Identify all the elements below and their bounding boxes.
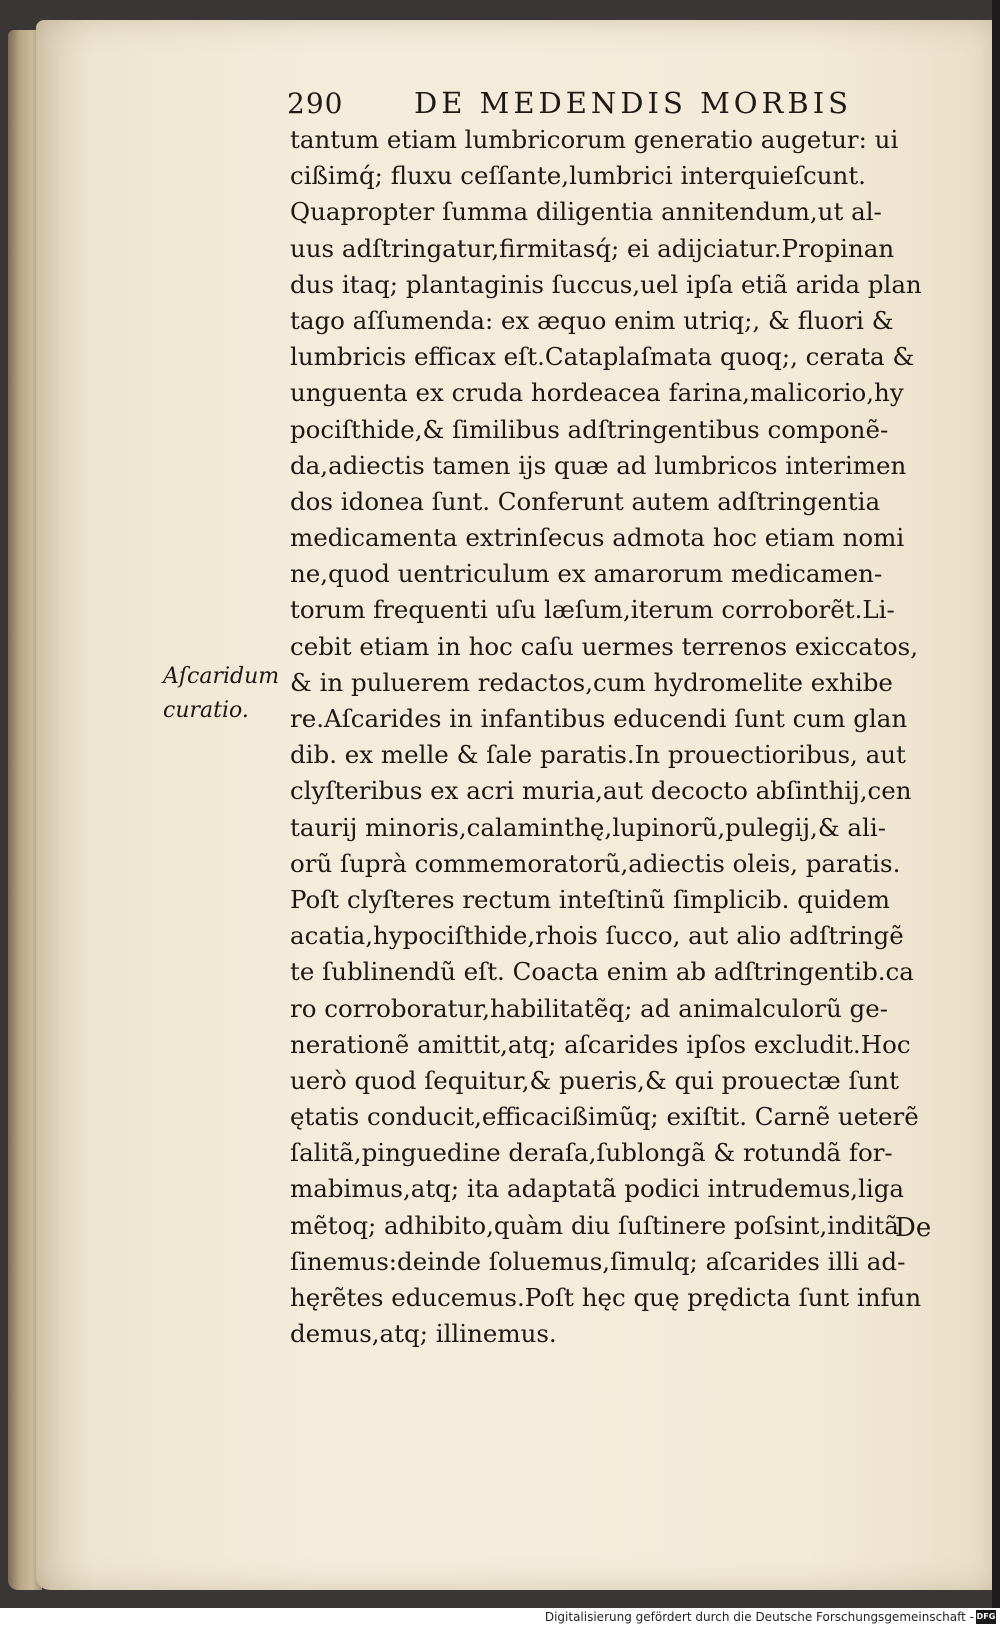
text-line: Poſt clyſteres rectum inteſtinũ ſimplicib. quidem xyxy=(290,884,890,914)
text-line: ro corroboratur,habilitatẽq; ad animalculorũ ge- xyxy=(290,993,888,1023)
text-line: mẽtoq; adhibito,quàm diu ſuſtinere poſsint,inditã xyxy=(290,1210,899,1240)
marginal-note-line: curatio. xyxy=(163,698,249,723)
text-line: lumbricis efficax eſt.Cataplaſmata quoq;, cerata & xyxy=(290,342,915,372)
text-line: te ſublinendũ eſt. Coacta enim ab adſtringentib.ca xyxy=(290,957,914,987)
marginal-note-line: Aſcaridum xyxy=(163,664,280,689)
running-title: DE MEDENDIS MORBIS xyxy=(414,86,853,120)
text-line: uus adſtringatur,firmitasq́; ei adijciatur.Propinan xyxy=(290,233,895,263)
footer-credit: Digitalisierung gefördert durch die Deutsche Forschungsgemeinschaft - xyxy=(544,1610,974,1624)
text-line: taurij minoris,calaminthę,lupinorũ,pulegij,& ali- xyxy=(290,812,886,842)
body-text xyxy=(290,122,930,1352)
text-line: medicamenta extrinſecus admota hoc etiam nomi xyxy=(290,523,905,553)
text-line: uerò quod ſequitur,& pueris,& qui prouectæ ſunt xyxy=(290,1065,899,1095)
text-line: ętatis conducit,efficacißimũq; exiſtit. Carnẽ ueterẽ xyxy=(290,1102,919,1132)
text-line: ne,quod uentriculum ex amarorum medicamen- xyxy=(290,559,883,589)
text-line: tantum etiam lumbricorum generatio augetur: ui xyxy=(290,125,899,154)
text-line: dib. ex melle & ſale paratis.In prouectioribus, aut xyxy=(290,740,906,770)
text-line: Quapropter ſumma diligentia annitendum,ut al- xyxy=(290,197,882,227)
text-line: cebit etiam in hoc caſu uermes terrenos exiccatos, xyxy=(290,631,918,661)
text-line: torum frequenti uſu læſum,iterum corroborẽt.Li- xyxy=(290,595,895,625)
text-line: re.Aſcarides in infantibus educendi ſunt cum glan xyxy=(290,704,908,733)
catchword: De xyxy=(895,1213,932,1243)
page-number: 290 xyxy=(287,87,344,120)
text-line: dus itaq; plantaginis ſuccus,uel ipſa etiã arida plan xyxy=(290,269,922,299)
text-line: da,adiectis tamen ijs quæ ad lumbricos interimen xyxy=(290,450,907,480)
text-line: & in puluerem redactos,cum hydromelite exhibe xyxy=(290,667,893,697)
text-line: dos idonea ſunt. Conferunt autem adſtringentia xyxy=(290,486,881,516)
text-line: clyſteribus ex acri muria,aut decocto abſinthij,cen xyxy=(290,776,912,806)
running-head xyxy=(287,86,927,126)
text-line: cißimq́; fluxu ceſſante,lumbrici interquieſcunt. xyxy=(290,161,866,191)
text-line: orũ ſuprà commemoratorũ,adiectis oleis, paratis. xyxy=(290,848,901,878)
marginal-note xyxy=(163,660,288,728)
text-line: ſalitã,pinguedine deraſa,ſublongã & rotundã for- xyxy=(290,1138,893,1168)
text-line: pociſthide,& ſimilibus adſtringentibus componẽ- xyxy=(290,414,889,444)
text-line: acatia,hypociſthide,rhois ſucco, aut alio adſtringẽ xyxy=(290,921,904,951)
text-line: ſinemus:deinde ſoluemus,ſimulq; aſcarides illi ad- xyxy=(290,1246,906,1276)
text-line: nerationẽ amittit,atq; aſcarides ipſos excludit.Hoc xyxy=(290,1029,911,1059)
text-line: demus,atq; illinemus. xyxy=(290,1319,557,1349)
text-line: mabimus,atq; ita adaptatã podici intrudemus,liga xyxy=(290,1174,905,1204)
text-line: hęrẽtes educemus.Poſt hęc quę prędicta ſunt infun xyxy=(290,1283,922,1312)
text-line: unguenta ex cruda hordeacea farina,malicorio,hy xyxy=(290,378,904,408)
text-line: tago aſſumenda: ex æquo enim utriq;, & fluori & xyxy=(290,305,894,335)
dfg-logo: DFG xyxy=(976,1610,996,1624)
scan-border xyxy=(992,0,1000,1608)
